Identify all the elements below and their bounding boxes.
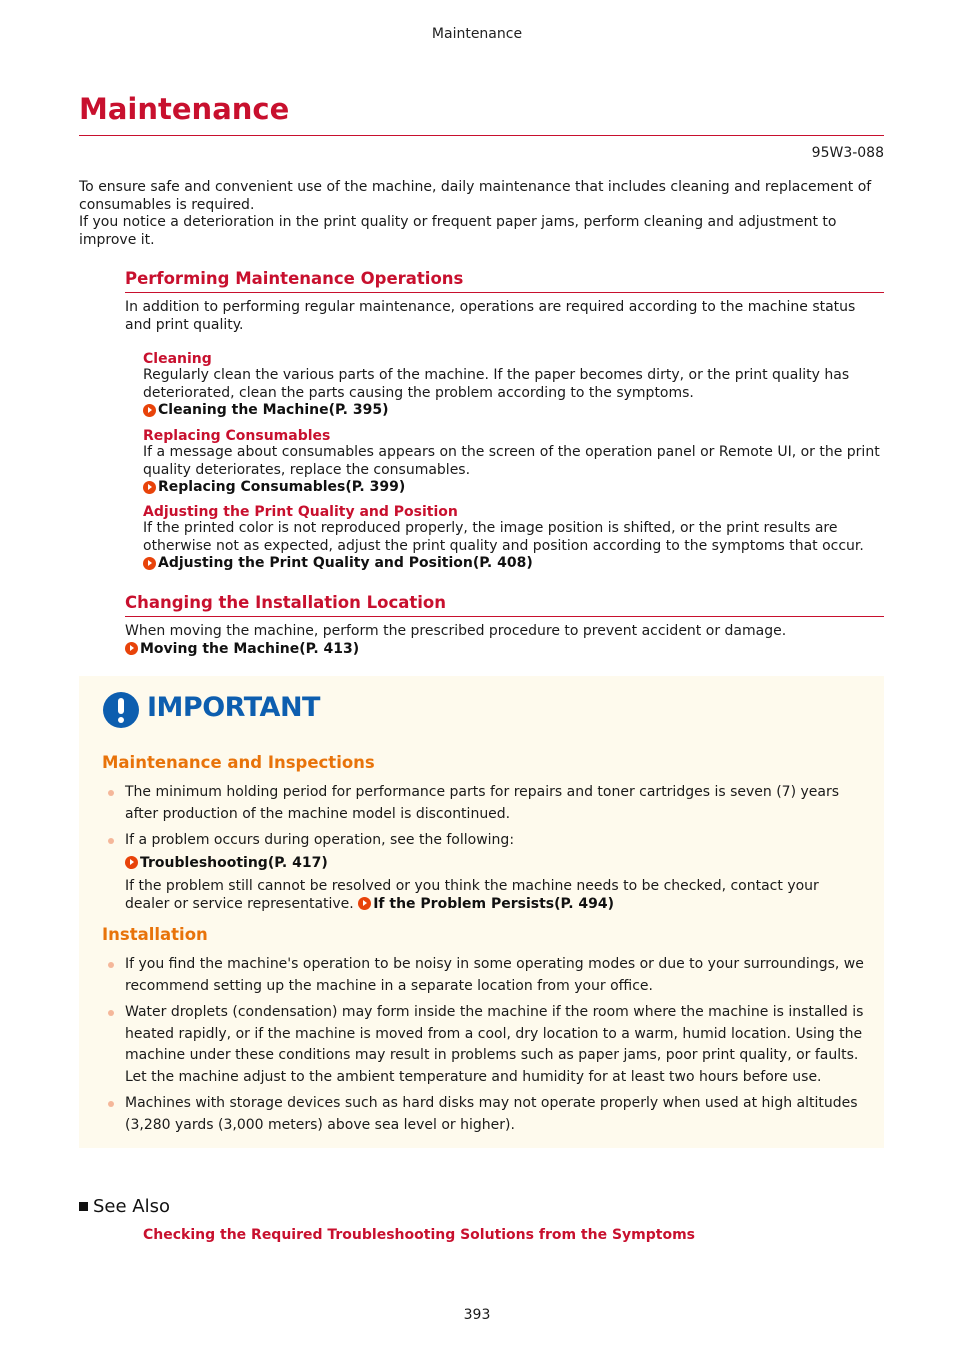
link-adjusting-print-quality[interactable] <box>143 555 884 571</box>
bullet-icon <box>108 1101 114 1107</box>
link-label: Troubleshooting(P. 417) <box>140 854 328 871</box>
item-heading: Replacing Consumables <box>143 428 331 444</box>
section-heading-installation-location: Changing the Installation Location <box>125 593 447 612</box>
link-cleaning-machine[interactable] <box>143 402 884 418</box>
link-troubleshooting[interactable] <box>125 852 865 874</box>
link-problem-persists[interactable]: If the Problem Persists(P. 494) <box>373 895 615 912</box>
maintenance-inspections-heading: Maintenance and Inspections <box>102 753 375 772</box>
important-label: IMPORTANT <box>147 692 320 723</box>
item-adjusting-print-quality <box>143 504 884 571</box>
item-text: If the printed color is not reproduced properly, the image position is shifted, or the print results are otherwise not as expected, adjust the print quality and position according to the symptoms that occur. <box>143 520 864 554</box>
arrow-link-icon <box>143 557 156 570</box>
bullet-icon <box>108 790 114 796</box>
link-label: Replacing Consumables(P. 399) <box>158 479 406 495</box>
arrow-link-icon <box>143 481 156 494</box>
title-rule <box>79 135 884 136</box>
list-item: If a problem occurs during operation, see the following: Troubleshooting(P. 417) If the problem still cannot be resolved or you think the machine needs to be checked, contact your dealer or service representative. If the Problem Persists(P. 494) <box>125 830 865 913</box>
link-troubleshooting-solutions[interactable]: Checking the Required Troubleshooting Solutions from the Symptoms <box>143 1227 696 1243</box>
item-heading: Adjusting the Print Quality and Position <box>143 504 458 520</box>
list-item: Machines with storage devices such as hard disks may not operate properly when used at high altitudes (3,280 yards (3,000 meters) above sea level or higher). <box>125 1093 865 1136</box>
bullet-icon <box>108 962 114 968</box>
square-bullet-icon <box>79 1202 88 1211</box>
list-item: Water droplets (condensation) may form inside the machine if the room where the machine is installed is heated rapidly, or if the machine is moved from a cool, dry location to a warm, humid location. Using the machine under these conditions may result in problems such as paper jams, poor print quality, or faults. Let the machine adjust to the ambient temperature and humidity for at least two hours before use. <box>125 1002 865 1088</box>
section-rule <box>125 292 884 293</box>
section2-body <box>125 623 884 657</box>
arrow-link-icon <box>143 404 156 417</box>
maintenance-list <box>125 782 865 913</box>
item-heading: Cleaning <box>143 351 212 367</box>
exclamation-icon <box>103 692 139 728</box>
arrow-link-icon <box>358 897 371 910</box>
item-text: Regularly clean the various parts of the machine. If the paper becomes dirty, or the print quality has deteriorated, clean the parts causing the problem according to the symptoms. <box>143 367 850 401</box>
section-text: When moving the machine, perform the prescribed procedure to prevent accident or damage. <box>125 623 787 639</box>
link-label: Adjusting the Print Quality and Position(P. 408) <box>158 555 533 571</box>
persist-text: If the problem still cannot be resolved or you think the machine needs to be checked, contact your dealer or service representative. If the Problem Persists(P. 494) <box>125 877 819 912</box>
link-label: Cleaning the Machine(P. 395) <box>158 402 389 418</box>
running-head: Maintenance <box>431 26 523 42</box>
section-rule <box>125 616 884 617</box>
item-text: If a message about consumables appears on the screen of the operation panel or Remote UI, or the print quality deteriorates, replace the consumables. <box>143 444 880 478</box>
bullet-icon <box>108 838 114 844</box>
intro-paragraph-2: If you notice a deterioration in the print quality or frequent paper jams, perform cleaning and adjustment to improve it. <box>79 214 837 248</box>
link-replacing-consumables[interactable] <box>143 479 884 495</box>
installation-list <box>125 954 865 1136</box>
item-replacing-consumables <box>143 428 884 495</box>
section-heading-maintenance-operations: Performing Maintenance Operations <box>125 269 464 288</box>
page-title: Maintenance <box>79 92 290 126</box>
page-number: 393 <box>463 1307 491 1323</box>
list-item: The minimum holding period for performance parts for repairs and toner cartridges is seven (7) years after production of the machine model is discontinued. <box>125 782 865 825</box>
link-label: Moving the Machine(P. 413) <box>140 640 360 657</box>
intro-text <box>79 179 884 249</box>
bullet-icon <box>108 1010 114 1016</box>
document-id: 95W3-088 <box>811 145 884 161</box>
see-also-heading: See Also <box>79 1196 170 1217</box>
installation-heading: Installation <box>102 925 208 944</box>
list-item: If you find the machine's operation to be noisy in some operating modes or due to your surroundings, we recommend setting up the machine in a separate location from your office. <box>125 954 865 997</box>
arrow-link-icon <box>125 642 138 655</box>
arrow-link-icon <box>125 856 138 869</box>
item-cleaning <box>143 351 884 418</box>
section-text: In addition to performing regular maintenance, operations are required according to the machine status and print quality. <box>125 299 856 333</box>
link-moving-machine[interactable] <box>125 641 884 657</box>
intro-paragraph-1: To ensure safe and convenient use of the machine, daily maintenance that includes cleaning and replacement of consumables is required. <box>79 179 872 213</box>
